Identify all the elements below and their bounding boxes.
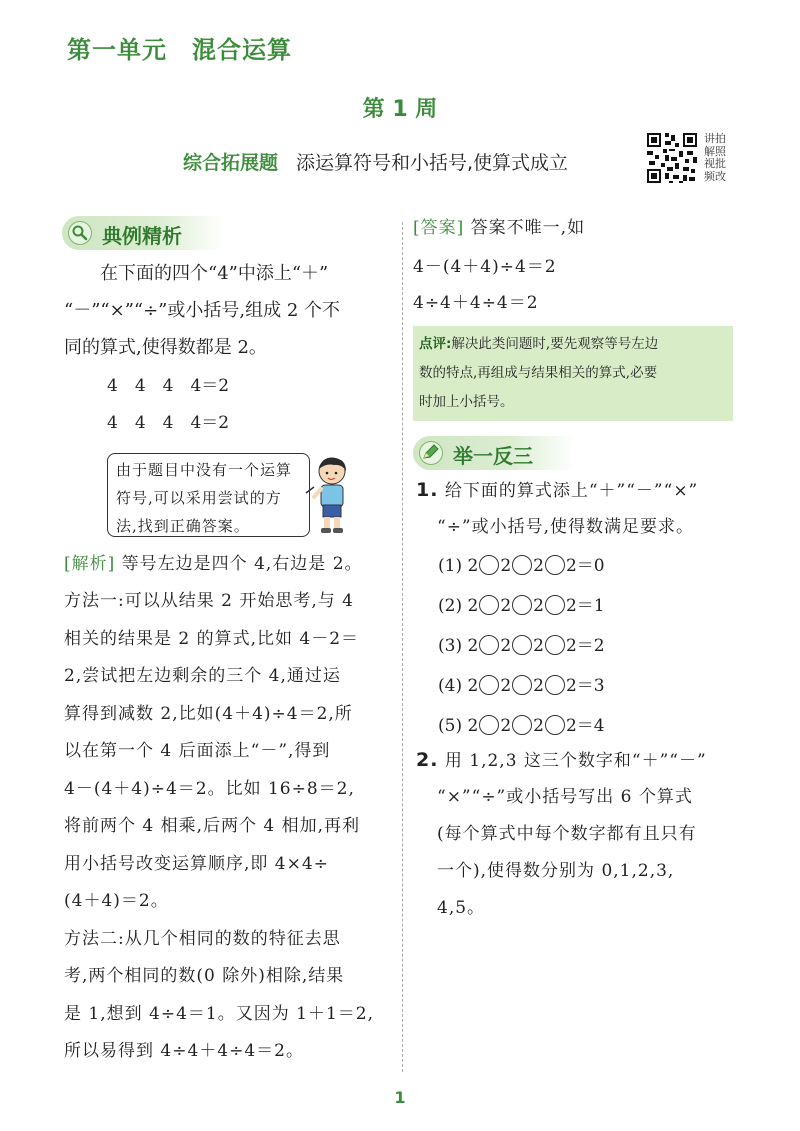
- example-section-header: [62, 216, 224, 250]
- equation-blank: 4 4 4 4＝2: [107, 376, 230, 396]
- question-1-text: 给下面的算式添上“＋”“－”“×”: [444, 481, 699, 501]
- comment-line: 数的特点,再组成与结果相关的算式,必要: [419, 365, 658, 381]
- item-result: 2＝0: [565, 556, 605, 576]
- week-title: 第 1 周: [362, 97, 438, 122]
- answer-equation: 4－(4＋4)÷4＝2: [413, 257, 557, 277]
- problem-line: 在下面的四个“4”中添上“＋”: [100, 263, 329, 284]
- page-number: 1: [394, 1088, 406, 1107]
- analysis-line: (4＋4)＝2。: [64, 891, 169, 911]
- topic-row: [183, 148, 568, 175]
- question-1-number: 1.: [416, 479, 439, 501]
- problem-line: 同的算式,使得数都是 2。: [64, 337, 267, 358]
- item-operand: 2: [533, 596, 544, 616]
- pencil-icon: [419, 441, 443, 465]
- item-operand: 2: [500, 676, 512, 696]
- item-operand: 2: [533, 556, 544, 576]
- answer-circle[interactable]: [479, 635, 499, 655]
- item-result: 2＝2: [565, 636, 605, 656]
- item-label: (2) 2: [438, 596, 479, 616]
- problem-line: “－”“×”“÷”或小括号,组成 2 个不: [64, 300, 340, 321]
- analysis-line: 算得到减数 2,比如(4＋4)÷4＝2,所: [64, 704, 353, 724]
- hint-speech-bubble: [107, 453, 310, 537]
- question-2-line: “×”“÷”或小括号写出 6 个算式: [437, 787, 693, 807]
- equation-blank: 4 4 4 4＝2: [107, 413, 230, 433]
- answer-circle[interactable]: [479, 595, 499, 615]
- question-2-line: (每个算式中每个数字都有且只有: [437, 824, 697, 844]
- item-operand: 2: [500, 556, 512, 576]
- item-operand: 2: [500, 596, 512, 616]
- comment-box: [413, 326, 733, 421]
- question-1-item: [438, 626, 605, 666]
- item-result: 2＝4: [565, 716, 605, 736]
- answer-circle[interactable]: [545, 555, 565, 575]
- item-label: (1) 2: [438, 556, 479, 576]
- item-operand: 2: [533, 676, 544, 696]
- analysis-tag: [解析]: [64, 554, 116, 574]
- answer-circle[interactable]: [479, 555, 499, 575]
- question-1-item: [438, 706, 605, 746]
- topic-description: 添运算符号和小括号,使算式成立: [296, 152, 569, 174]
- answer-circle[interactable]: [512, 595, 532, 615]
- answer-circle[interactable]: [545, 635, 565, 655]
- answer-line: [413, 210, 585, 248]
- answer-circle[interactable]: [512, 675, 532, 695]
- item-operand: 2: [500, 716, 512, 736]
- practice-section-title: 举一反三: [453, 444, 533, 468]
- analysis-line: 以在第一个 4 后面添上“－”,得到: [64, 741, 331, 761]
- item-result: 2＝3: [565, 676, 605, 696]
- question-2-line: [416, 742, 707, 781]
- analysis-line: 考,两个相同的数(0 除外)相除,结果: [64, 966, 345, 986]
- qr-label-line: 频改: [704, 169, 726, 183]
- answer-circle[interactable]: [479, 715, 499, 735]
- qr-label-line: 讲拍: [704, 132, 726, 145]
- question-1-line: [416, 472, 698, 511]
- question-1-line: “÷”或小括号,使得数满足要求。: [437, 517, 695, 537]
- analysis-line: 是 1,想到 4÷4＝1。又因为 1＋1＝2,: [64, 1004, 374, 1024]
- analysis-line: [64, 546, 363, 584]
- question-1-item: [438, 586, 605, 626]
- boy-illustration: [304, 455, 354, 535]
- comment-line: [419, 330, 727, 359]
- comment-tag: 点评:: [419, 336, 452, 352]
- analysis-line: 相关的结果是 2 的算式,比如 4－2＝: [64, 629, 360, 649]
- question-1-item: [438, 666, 605, 706]
- answer-circle[interactable]: [479, 675, 499, 695]
- item-label: (5) 2: [438, 716, 479, 736]
- qr-label-line: 视批: [704, 157, 726, 170]
- item-operand: 2: [533, 716, 544, 736]
- example-section-title: 典例精析: [102, 224, 182, 248]
- item-label: (4) 2: [438, 676, 479, 696]
- answer-circle[interactable]: [512, 635, 532, 655]
- question-1-item: [438, 546, 605, 586]
- column-divider: [402, 222, 403, 1072]
- answer-circle[interactable]: [512, 715, 532, 735]
- answer-equation: 4÷4＋4÷4＝2: [413, 293, 539, 313]
- question-2-line: 4,5。: [437, 898, 486, 918]
- topic-label: 综合拓展题: [183, 152, 279, 174]
- item-result: 2＝1: [565, 596, 605, 616]
- analysis-line: 方法二:从几个相同的数的特征去思: [64, 929, 341, 949]
- question-2-text: 用 1,2,3 这三个数字和“＋”“－”: [444, 751, 707, 771]
- hint-line: 符号,可以采用尝试的方: [116, 489, 282, 507]
- hint-line: 由于题目中没有一个运算: [116, 461, 293, 479]
- analysis-line: 方法一:可以从结果 2 开始思考,与 4: [64, 591, 354, 611]
- comment-line: 时加上小括号。: [419, 394, 514, 410]
- qr-label-line: 解照: [704, 144, 726, 158]
- comment-text: 解决此类问题时,要先观察等号左边: [451, 336, 659, 352]
- answer-circle[interactable]: [545, 595, 565, 615]
- item-operand: 2: [533, 636, 544, 656]
- answer-circle[interactable]: [545, 715, 565, 735]
- answer-intro: 答案不唯一,如: [470, 218, 586, 238]
- qr-code-icon[interactable]: [645, 131, 699, 185]
- analysis-line: 将前两个 4 相乘,后两个 4 相加,再利: [64, 816, 361, 836]
- analysis-text: 等号左边是四个 4,右边是 2。: [121, 554, 363, 574]
- question-2-line: 一个),使得数分别为 0,1,2,3,: [437, 861, 675, 881]
- question-2-number: 2.: [416, 749, 439, 771]
- analysis-line: 4－(4＋4)÷4＝2。比如 16÷8＝2,: [64, 779, 355, 799]
- analysis-line: 所以易得到 4÷4＋4÷4＝2。: [64, 1041, 304, 1061]
- magnifier-icon: [68, 221, 92, 245]
- analysis-line: 2,尝试把左边剩余的三个 4,通过运: [64, 666, 341, 686]
- practice-section-header: [413, 436, 575, 470]
- item-operand: 2: [500, 636, 512, 656]
- answer-tag: [答案]: [413, 218, 465, 238]
- analysis-line: 用小括号改变运算顺序,即 4×4÷: [64, 854, 329, 874]
- qr-label: [704, 133, 734, 183]
- hint-line: 法,找到正确答案。: [116, 517, 250, 535]
- unit-title: 第一单元 混合运算: [67, 36, 292, 64]
- answer-circle[interactable]: [545, 675, 565, 695]
- item-label: (3) 2: [438, 636, 479, 656]
- answer-circle[interactable]: [512, 555, 532, 575]
